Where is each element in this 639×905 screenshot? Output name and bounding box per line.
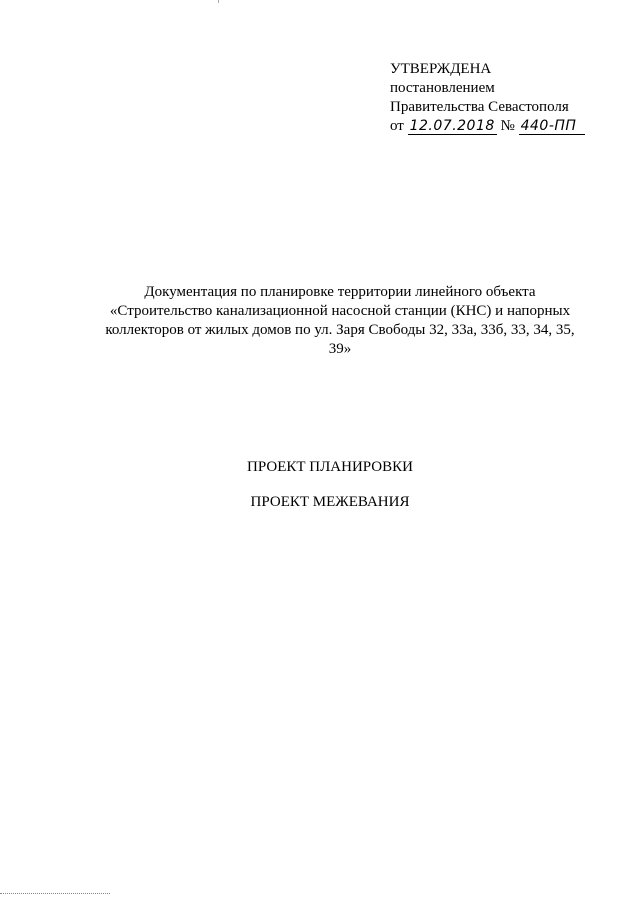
number-sign: № bbox=[500, 118, 515, 134]
date-prefix: от bbox=[390, 118, 404, 134]
document-title-line-1: Документация по планировке территории линейного объекта bbox=[144, 284, 536, 300]
approval-date: 12.07.2018 bbox=[409, 118, 495, 134]
document-title-line-2: «Строительство канализационной насосной станции (КНС) и напорных bbox=[109, 303, 571, 319]
approval-stamp bbox=[390, 60, 630, 136]
approval-line-government: Правительства Севастополя bbox=[390, 99, 569, 115]
section-title-planning: ПРОЕКТ ПЛАНИРОВКИ bbox=[247, 459, 413, 475]
document-title bbox=[100, 283, 580, 359]
approval-status: УТВЕРЖДЕНА bbox=[390, 61, 492, 77]
approval-line-resolution: постановлением bbox=[390, 80, 495, 96]
approval-date-number-line bbox=[390, 117, 630, 136]
footer-rule bbox=[0, 893, 110, 894]
document-title-line-3: коллекторов от жилых домов по ул. Заря Свободы 32, 33а, 33б, 33, 34, 35, 39» bbox=[105, 322, 575, 357]
scan-mark bbox=[218, 0, 219, 3]
approval-number: 440-ПП bbox=[519, 119, 585, 135]
section-title-surveying: ПРОЕКТ МЕЖЕВАНИЯ bbox=[250, 494, 410, 510]
